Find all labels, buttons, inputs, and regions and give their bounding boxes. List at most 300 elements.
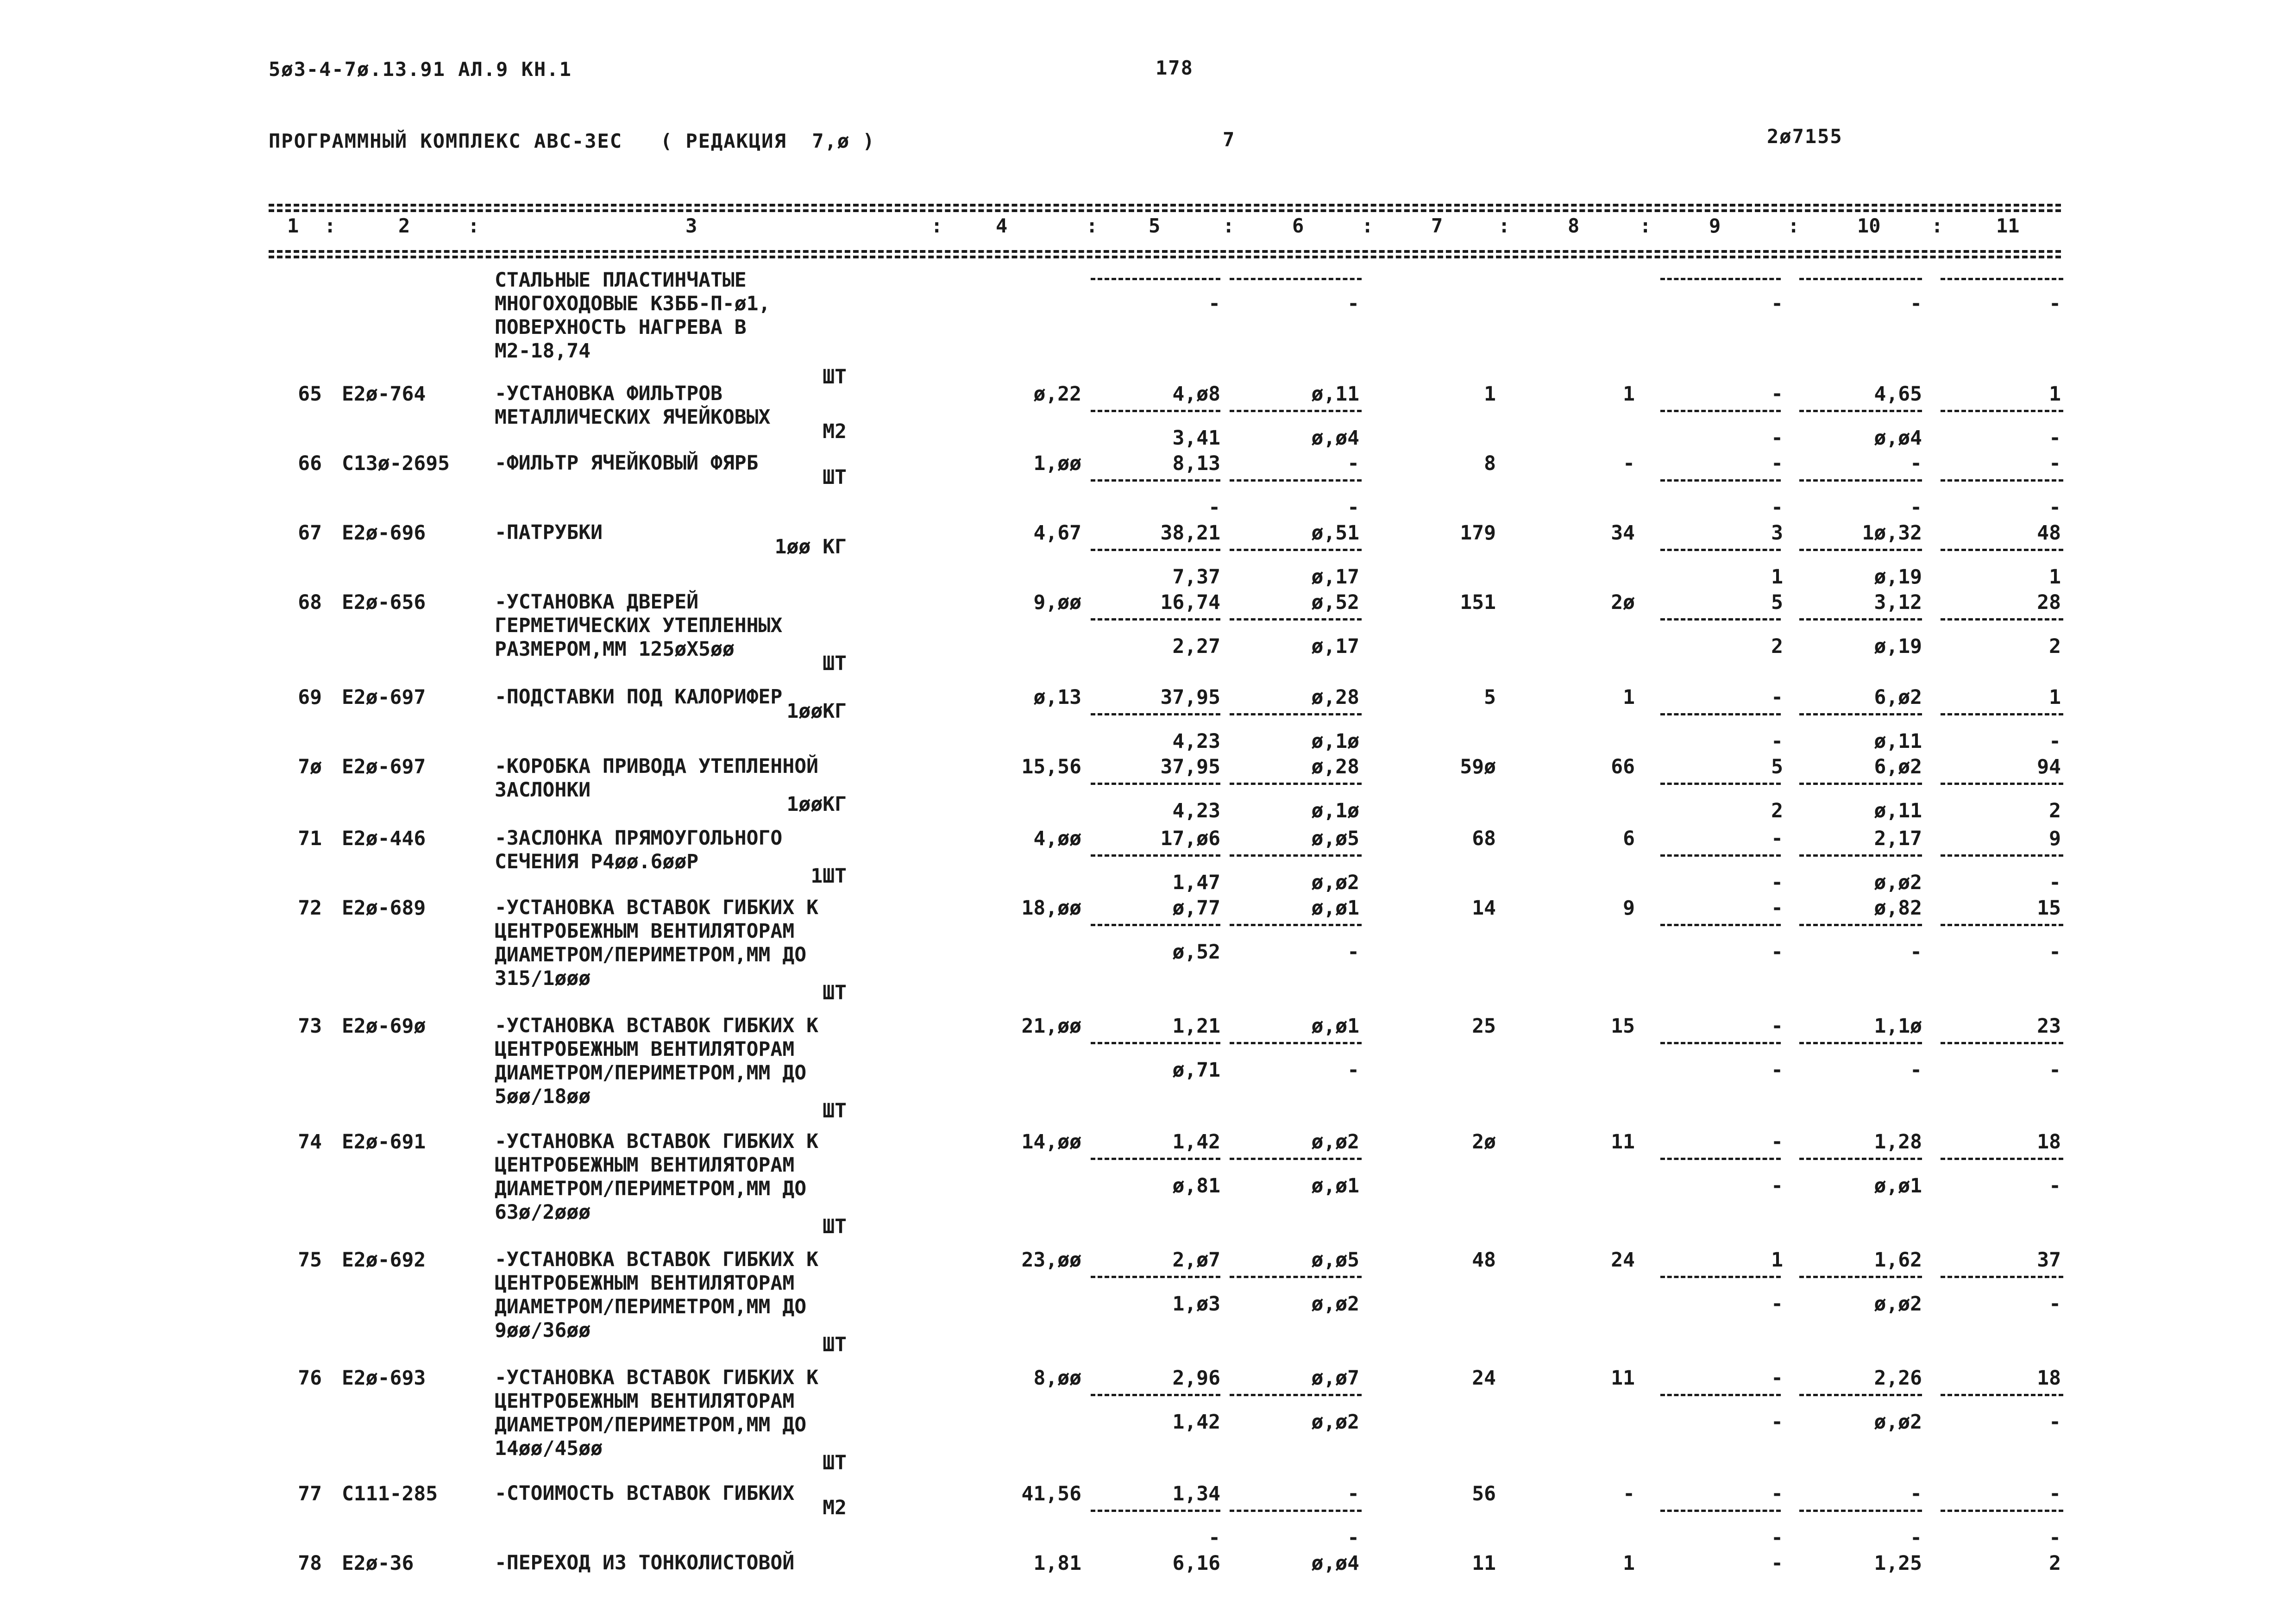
row-dash-c10: [1799, 1510, 1922, 1512]
row-dash-c6: [1230, 1158, 1362, 1160]
row-description-line: -ФИЛЬТР ЯЧЕЙКОВЫЙ ФЯРБ: [495, 451, 759, 475]
intro-dash-c6: [1230, 278, 1362, 280]
row-dash-c9: [1660, 549, 1781, 551]
row-value-c5: 16,74: [1160, 591, 1220, 614]
intro-line: МНОГОХОДОВЫЕ К3ББ-П-ø1,: [495, 292, 771, 315]
row-value-c6: ø,ø2: [1311, 1130, 1359, 1154]
row-value-c9: -: [1771, 1482, 1783, 1505]
row-value-c9: -: [1771, 1552, 1783, 1575]
intro-c10: -: [1910, 292, 1922, 315]
page-number: 178: [1156, 56, 1194, 79]
row-value-c7: 5: [1484, 686, 1496, 709]
row-value-c7: 151: [1460, 591, 1496, 614]
row-value-c9: 1: [1771, 1248, 1783, 1272]
row-value-c11: 18: [2037, 1130, 2061, 1154]
row-dash-c10: [1799, 618, 1922, 621]
row-description-line: -ПАТРУБКИ: [495, 521, 603, 544]
row-value-c11: 15: [2037, 897, 2061, 920]
row-number: 67: [298, 521, 322, 545]
row-description-line: -УСТАНОВКА ВСТАВОК ГИБКИХ К: [495, 1130, 818, 1153]
row-value-c8: 1: [1623, 1552, 1635, 1575]
row-value-c8: 15: [1611, 1015, 1635, 1038]
row-dash-c11: [1941, 713, 2063, 715]
row-sub-s11: -: [2049, 1411, 2061, 1434]
row-sub-s9: -: [1771, 1059, 1783, 1082]
row-value-c10: 6,ø2: [1874, 686, 1922, 709]
row-dash-c9: [1660, 618, 1781, 621]
row-dash-c6: [1230, 1276, 1362, 1278]
row-value-c11: 37: [2037, 1248, 2061, 1272]
row-description-line: -УСТАНОВКА ВСТАВОК ГИБКИХ К: [495, 896, 818, 919]
row-description-line: -СТОИМОСТЬ ВСТАВОК ГИБКИХ: [495, 1482, 795, 1505]
row-description-line: 63ø/2øøø: [495, 1201, 591, 1224]
row-unit: ШТ: [823, 1215, 847, 1238]
row-value-c11: 2: [2049, 1552, 2061, 1575]
column-header-10: 10: [1857, 214, 1881, 237]
row-number: 74: [298, 1130, 322, 1154]
program-title: ПРОГРАММНЫЙ КОМПЛЕКС АВС-3ЕС ( РЕДАКЦИЯ 7,ø ): [269, 130, 875, 152]
column-separator: :: [931, 214, 943, 237]
row-description-line: 315/1øøø: [495, 967, 591, 990]
row-dash-c6: [1230, 924, 1362, 926]
row-unit: ШТ: [823, 652, 847, 675]
row-value-c8: 1: [1623, 382, 1635, 406]
row-value-c5: 17,ø6: [1160, 827, 1220, 850]
intro-line: М2-18,74: [495, 339, 591, 363]
row-number: 71: [298, 827, 322, 850]
row-value-c4: 23,øø: [1021, 1248, 1081, 1272]
document-id: 2ø7155: [1767, 125, 1843, 148]
row-description-line: ЦЕНТРОБЕЖНЫМ ВЕНТИЛЯТОРАМ: [495, 1154, 795, 1177]
row-description-line: -УСТАНОВКА ВСТАВОК ГИБКИХ К: [495, 1248, 818, 1271]
row-value-c5: 2,ø7: [1172, 1248, 1220, 1272]
intro-dash-c10: [1799, 278, 1922, 280]
row-sub-s5: ø,52: [1172, 941, 1220, 964]
row-code: Е2ø-693: [342, 1367, 426, 1390]
row-description-line: ДИАМЕТРОМ/ПЕРИМЕТРОМ,ММ ДО: [495, 1295, 807, 1318]
row-value-c11: 1: [2049, 382, 2061, 406]
row-dash-c5: [1091, 1158, 1220, 1160]
row-sub-s9: -: [1771, 941, 1783, 964]
row-number: 65: [298, 382, 322, 406]
row-value-c9: -: [1771, 827, 1783, 850]
row-dash-c5: [1091, 924, 1220, 926]
row-value-c4: 21,øø: [1021, 1015, 1081, 1038]
row-value-c7: 179: [1460, 521, 1496, 545]
row-dash-c10: [1799, 924, 1922, 926]
row-value-c4: 15,56: [1021, 755, 1081, 778]
column-header-6: 6: [1292, 214, 1304, 237]
row-description-line: 5øø/18øø: [495, 1085, 591, 1108]
row-value-c7: 1: [1484, 382, 1496, 406]
row-sub-s5: 1,ø3: [1172, 1292, 1220, 1316]
row-value-c7: 68: [1472, 827, 1496, 850]
row-unit: 1øøКГ: [786, 793, 847, 816]
row-value-c9: -: [1771, 452, 1783, 475]
row-number: 76: [298, 1367, 322, 1390]
row-sub-s11: -: [2049, 871, 2061, 894]
row-value-c5: 8,13: [1172, 452, 1220, 475]
row-sub-s5: 7,37: [1172, 565, 1220, 589]
row-sub-s11: -: [2049, 1292, 2061, 1316]
row-value-c11: 18: [2037, 1367, 2061, 1390]
row-value-c11: -: [2049, 1482, 2061, 1505]
row-sub-s11: 2: [2049, 799, 2061, 822]
row-value-c5: 2,96: [1172, 1367, 1220, 1390]
row-sub-s9: -: [1771, 730, 1783, 753]
column-separator: :: [1086, 214, 1098, 237]
row-code: Е2ø-69ø: [342, 1015, 426, 1038]
row-value-c5: 1,21: [1172, 1015, 1220, 1038]
row-dash-c9: [1660, 479, 1781, 482]
row-number: 78: [298, 1552, 322, 1575]
column-header-4: 4: [996, 214, 1008, 237]
row-dash-c11: [1941, 1510, 2063, 1512]
row-dash-c9: [1660, 1394, 1781, 1396]
row-number: 77: [298, 1482, 322, 1505]
row-dash-c9: [1660, 924, 1781, 926]
row-value-c10: -: [1910, 452, 1922, 475]
column-header-1: 1: [287, 214, 299, 237]
row-dash-c6: [1230, 854, 1362, 857]
row-value-c5: 38,21: [1160, 521, 1220, 545]
row-dash-c5: [1091, 783, 1220, 785]
row-value-c5: 4,ø8: [1172, 382, 1220, 406]
row-value-c4: 41,56: [1021, 1482, 1081, 1505]
intro-c5: -: [1208, 292, 1220, 315]
row-value-c5: ø,77: [1172, 897, 1220, 920]
row-description-line: -ЗАСЛОНКА ПРЯМОУГОЛЬНОГО: [495, 827, 783, 850]
row-value-c5: 37,95: [1160, 755, 1220, 778]
row-dash-c11: [1941, 410, 2063, 412]
row-value-c7: 56: [1472, 1482, 1496, 1505]
column-header-2: 2: [398, 214, 410, 237]
row-value-c8: -: [1623, 1482, 1635, 1505]
row-value-c10: -: [1910, 1482, 1922, 1505]
intro-dash-c9: [1660, 278, 1781, 280]
row-sub-s9: -: [1771, 426, 1783, 450]
row-sub-s10: -: [1910, 1059, 1922, 1082]
intro-line: ПОВЕРХНОСТЬ НАГРЕВА В: [495, 316, 747, 339]
row-dash-c10: [1799, 1276, 1922, 1278]
row-dash-c6: [1230, 410, 1362, 412]
column-separator: :: [468, 214, 480, 237]
row-sub-s6: ø,17: [1311, 565, 1359, 589]
row-dash-c9: [1660, 410, 1781, 412]
row-dash-c10: [1799, 549, 1922, 551]
row-sub-s6: ø,1ø: [1311, 730, 1359, 753]
row-sub-s6: -: [1347, 941, 1359, 964]
row-description-line: -ПОДСТАВКИ ПОД КАЛОРИФЕР: [495, 685, 783, 709]
row-unit: 1ШТ: [810, 865, 847, 888]
row-description-line: ЦЕНТРОБЕЖНЫМ ВЕНТИЛЯТОРАМ: [495, 1038, 795, 1061]
row-description-line: ДИАМЕТРОМ/ПЕРИМЕТРОМ,ММ ДО: [495, 1177, 807, 1200]
row-value-c11: 48: [2037, 521, 2061, 545]
row-value-c6: ø,ø5: [1311, 1248, 1359, 1272]
row-dash-c11: [1941, 479, 2063, 482]
row-unit: ШТ: [823, 1451, 847, 1474]
row-dash-c10: [1799, 783, 1922, 785]
column-header-5: 5: [1149, 214, 1161, 237]
row-code: С111-285: [342, 1482, 438, 1505]
intro-c11: -: [2049, 292, 2061, 315]
intro-unit: ШТ: [823, 365, 847, 389]
row-value-c4: 18,øø: [1021, 897, 1081, 920]
row-sub-s10: -: [1910, 496, 1922, 519]
row-value-c7: 2ø: [1472, 1130, 1496, 1154]
row-unit: ШТ: [823, 1099, 847, 1122]
row-value-c5: 1,42: [1172, 1130, 1220, 1154]
row-value-c10: 1,62: [1874, 1248, 1922, 1272]
row-sub-s5: ø,81: [1172, 1174, 1220, 1198]
row-sub-s11: 1: [2049, 565, 2061, 589]
row-dash-c5: [1091, 1394, 1220, 1396]
row-code: Е2ø-697: [342, 686, 426, 709]
row-number: 7ø: [298, 755, 322, 778]
row-sub-s10: ø,ø2: [1874, 1411, 1922, 1434]
row-sub-s5: 2,27: [1172, 635, 1220, 658]
row-dash-c6: [1230, 1394, 1362, 1396]
row-number: 68: [298, 591, 322, 614]
row-sub-s9: -: [1771, 871, 1783, 894]
row-code: С13ø-2695: [342, 452, 450, 475]
row-dash-c11: [1941, 1158, 2063, 1160]
row-dash-c6: [1230, 783, 1362, 785]
row-value-c10: 1ø,32: [1862, 521, 1922, 545]
row-sub-s11: 2: [2049, 635, 2061, 658]
row-value-c8: 1: [1623, 686, 1635, 709]
row-sub-s10: ø,ø1: [1874, 1174, 1922, 1198]
row-sub-s5: -: [1208, 496, 1220, 519]
row-sub-s6: -: [1347, 1526, 1359, 1549]
row-value-c6: ø,ø4: [1311, 1552, 1359, 1575]
row-description-line: ДИАМЕТРОМ/ПЕРИМЕТРОМ,ММ ДО: [495, 1061, 807, 1085]
row-value-c6: ø,ø1: [1311, 1015, 1359, 1038]
row-unit: ШТ: [823, 466, 847, 489]
row-dash-c5: [1091, 854, 1220, 857]
column-header-7: 7: [1431, 214, 1443, 237]
row-value-c9: 5: [1771, 755, 1783, 778]
row-value-c10: 1,25: [1874, 1552, 1922, 1575]
row-number: 72: [298, 897, 322, 920]
row-code: Е2ø-689: [342, 897, 426, 920]
row-value-c11: 23: [2037, 1015, 2061, 1038]
row-dash-c10: [1799, 479, 1922, 482]
row-code: Е2ø-696: [342, 521, 426, 545]
row-dash-c11: [1941, 854, 2063, 857]
row-dash-c5: [1091, 1276, 1220, 1278]
row-sub-s5: -: [1208, 1526, 1220, 1549]
row-value-c10: 2,26: [1874, 1367, 1922, 1390]
row-dash-c10: [1799, 1158, 1922, 1160]
row-sub-s10: -: [1910, 1526, 1922, 1549]
row-dash-c6: [1230, 479, 1362, 482]
row-description-line: ДИАМЕТРОМ/ПЕРИМЕТРОМ,ММ ДО: [495, 943, 807, 966]
row-value-c9: -: [1771, 1130, 1783, 1154]
row-value-c6: -: [1347, 452, 1359, 475]
row-dash-c10: [1799, 1042, 1922, 1044]
row-unit: ШТ: [823, 1333, 847, 1356]
row-sub-s9: 2: [1771, 635, 1783, 658]
row-dash-c9: [1660, 854, 1781, 857]
row-value-c10: 4,65: [1874, 382, 1922, 406]
row-dash-c9: [1660, 1158, 1781, 1160]
row-sub-s9: -: [1771, 496, 1783, 519]
column-separator: :: [1931, 214, 1943, 237]
row-value-c4: 9,øø: [1033, 591, 1081, 614]
row-value-c11: 94: [2037, 755, 2061, 778]
row-sub-s6: -: [1347, 496, 1359, 519]
row-unit: 1øø КГ: [774, 535, 847, 558]
row-code: Е2ø-697: [342, 755, 426, 778]
row-value-c9: -: [1771, 686, 1783, 709]
row-sub-s11: -: [2049, 1059, 2061, 1082]
row-sub-s6: -: [1347, 1059, 1359, 1082]
row-number: 73: [298, 1015, 322, 1038]
row-dash-c9: [1660, 1276, 1781, 1278]
row-value-c7: 14: [1472, 897, 1496, 920]
row-sub-s11: -: [2049, 730, 2061, 753]
table-top-rule-2: [269, 209, 2061, 212]
row-sub-s6: ø,ø2: [1311, 871, 1359, 894]
row-unit: М2: [823, 420, 847, 443]
column-header-9: 9: [1709, 214, 1721, 237]
row-description-line: 9øø/36øø: [495, 1319, 591, 1342]
row-value-c6: ø,ø5: [1311, 827, 1359, 850]
row-value-c6: ø,28: [1311, 755, 1359, 778]
row-description-line: -УСТАНОВКА ВСТАВОК ГИБКИХ К: [495, 1014, 818, 1037]
row-dash-c6: [1230, 1510, 1362, 1512]
row-value-c7: 8: [1484, 452, 1496, 475]
row-sub-s5: 4,23: [1172, 799, 1220, 822]
row-dash-c10: [1799, 1394, 1922, 1396]
row-description-line: -УСТАНОВКА ВСТАВОК ГИБКИХ К: [495, 1366, 818, 1389]
row-value-c4: 14,øø: [1021, 1130, 1081, 1154]
row-description-line: -ПЕРЕХОД ИЗ ТОНКОЛИСТОВОЙ: [495, 1551, 795, 1574]
row-dash-c11: [1941, 549, 2063, 551]
row-sub-s10: ø,11: [1874, 799, 1922, 822]
doc-code: 5ø3-4-7ø.13.91 АЛ.9 КН.1: [269, 58, 572, 81]
row-code: Е2ø-656: [342, 591, 426, 614]
row-number: 66: [298, 452, 322, 475]
row-sub-s5: 3,41: [1172, 426, 1220, 450]
row-value-c4: ø,22: [1033, 382, 1081, 406]
row-value-c5: 1,34: [1172, 1482, 1220, 1505]
row-sub-s10: ø,ø4: [1874, 426, 1922, 450]
column-separator: :: [1362, 214, 1374, 237]
row-value-c4: 8,øø: [1033, 1367, 1081, 1390]
row-dash-c5: [1091, 410, 1220, 412]
row-value-c11: 28: [2037, 591, 2061, 614]
row-sub-s9: -: [1771, 1292, 1783, 1316]
row-value-c9: -: [1771, 897, 1783, 920]
row-sub-s11: -: [2049, 496, 2061, 519]
sheet-number: 7: [1223, 128, 1236, 151]
row-value-c6: -: [1347, 1482, 1359, 1505]
row-number: 69: [298, 686, 322, 709]
row-dash-c9: [1660, 1042, 1781, 1044]
row-description-line: ГЕРМЕТИЧЕСКИХ УТЕПЛЕННЫХ: [495, 614, 783, 637]
row-value-c7: 48: [1472, 1248, 1496, 1272]
row-value-c4: 1,81: [1033, 1552, 1081, 1575]
row-sub-s6: ø,ø1: [1311, 1174, 1359, 1198]
column-header-3: 3: [685, 214, 697, 237]
row-sub-s9: -: [1771, 1174, 1783, 1198]
row-sub-s11: -: [2049, 941, 2061, 964]
row-description-line: -КОРОБКА ПРИВОДА УТЕПЛЕННОЙ: [495, 755, 818, 778]
row-value-c8: 9: [1623, 897, 1635, 920]
row-sub-s5: ø,71: [1172, 1059, 1220, 1082]
row-value-c11: 1: [2049, 686, 2061, 709]
row-sub-s5: 4,23: [1172, 730, 1220, 753]
row-value-c10: 1,28: [1874, 1130, 1922, 1154]
row-value-c6: ø,ø1: [1311, 897, 1359, 920]
row-dash-c6: [1230, 549, 1362, 551]
row-description-line: ЦЕНТРОБЕЖНЫМ ВЕНТИЛЯТОРАМ: [495, 1272, 795, 1295]
row-sub-s9: -: [1771, 1411, 1783, 1434]
row-code: Е2ø-36: [342, 1552, 414, 1575]
row-sub-s6: ø,ø4: [1311, 426, 1359, 450]
row-description-line: РАЗМЕРОМ,ММ 125øХ5øø: [495, 638, 735, 661]
row-description-line: ЗАСЛОНКИ: [495, 778, 591, 802]
row-value-c4: ø,13: [1033, 686, 1081, 709]
row-dash-c5: [1091, 713, 1220, 715]
row-value-c8: 11: [1611, 1130, 1635, 1154]
row-sub-s10: ø,19: [1874, 565, 1922, 589]
row-value-c9: -: [1771, 1015, 1783, 1038]
row-value-c7: 59ø: [1460, 755, 1496, 778]
row-number: 75: [298, 1248, 322, 1272]
row-value-c9: -: [1771, 1367, 1783, 1390]
row-description-line: МЕТАЛЛИЧЕСКИХ ЯЧЕЙКОВЫХ: [495, 406, 771, 429]
row-sub-s9: -: [1771, 1526, 1783, 1549]
row-value-c11: 9: [2049, 827, 2061, 850]
row-value-c4: 4,øø: [1033, 827, 1081, 850]
row-description-line: ДИАМЕТРОМ/ПЕРИМЕТРОМ,ММ ДО: [495, 1413, 807, 1436]
row-value-c6: ø,ø7: [1311, 1367, 1359, 1390]
row-sub-s6: ø,ø2: [1311, 1411, 1359, 1434]
row-dash-c11: [1941, 1276, 2063, 1278]
header-bottom-rule-2: [269, 256, 2061, 258]
row-description-line: СЕЧЕНИЯ Р4øø.6øøР: [495, 850, 699, 873]
column-separator: :: [1498, 214, 1510, 237]
row-value-c8: 34: [1611, 521, 1635, 545]
row-dash-c10: [1799, 713, 1922, 715]
row-sub-s10: -: [1910, 941, 1922, 964]
row-dash-c10: [1799, 410, 1922, 412]
intro-line: СТАЛЬНЫЕ ПЛАСТИНЧАТЫЕ: [495, 269, 747, 292]
row-sub-s5: 1,42: [1172, 1411, 1220, 1434]
row-sub-s11: -: [2049, 426, 2061, 450]
row-value-c7: 11: [1472, 1552, 1496, 1575]
row-dash-c5: [1091, 549, 1220, 551]
row-code: Е2ø-764: [342, 382, 426, 406]
row-sub-s6: ø,1ø: [1311, 799, 1359, 822]
row-value-c11: -: [2049, 452, 2061, 475]
row-unit: ШТ: [823, 981, 847, 1004]
row-dash-c11: [1941, 1042, 2063, 1044]
row-dash-c5: [1091, 1042, 1220, 1044]
header-bottom-rule: [269, 250, 2061, 253]
intro-c9: -: [1771, 292, 1783, 315]
column-header-11: 11: [1996, 214, 2020, 237]
row-code: Е2ø-691: [342, 1130, 426, 1154]
row-value-c10: 2,17: [1874, 827, 1922, 850]
row-dash-c9: [1660, 1510, 1781, 1512]
row-sub-s11: -: [2049, 1174, 2061, 1198]
row-dash-c11: [1941, 618, 2063, 621]
column-separator: :: [1640, 214, 1652, 237]
